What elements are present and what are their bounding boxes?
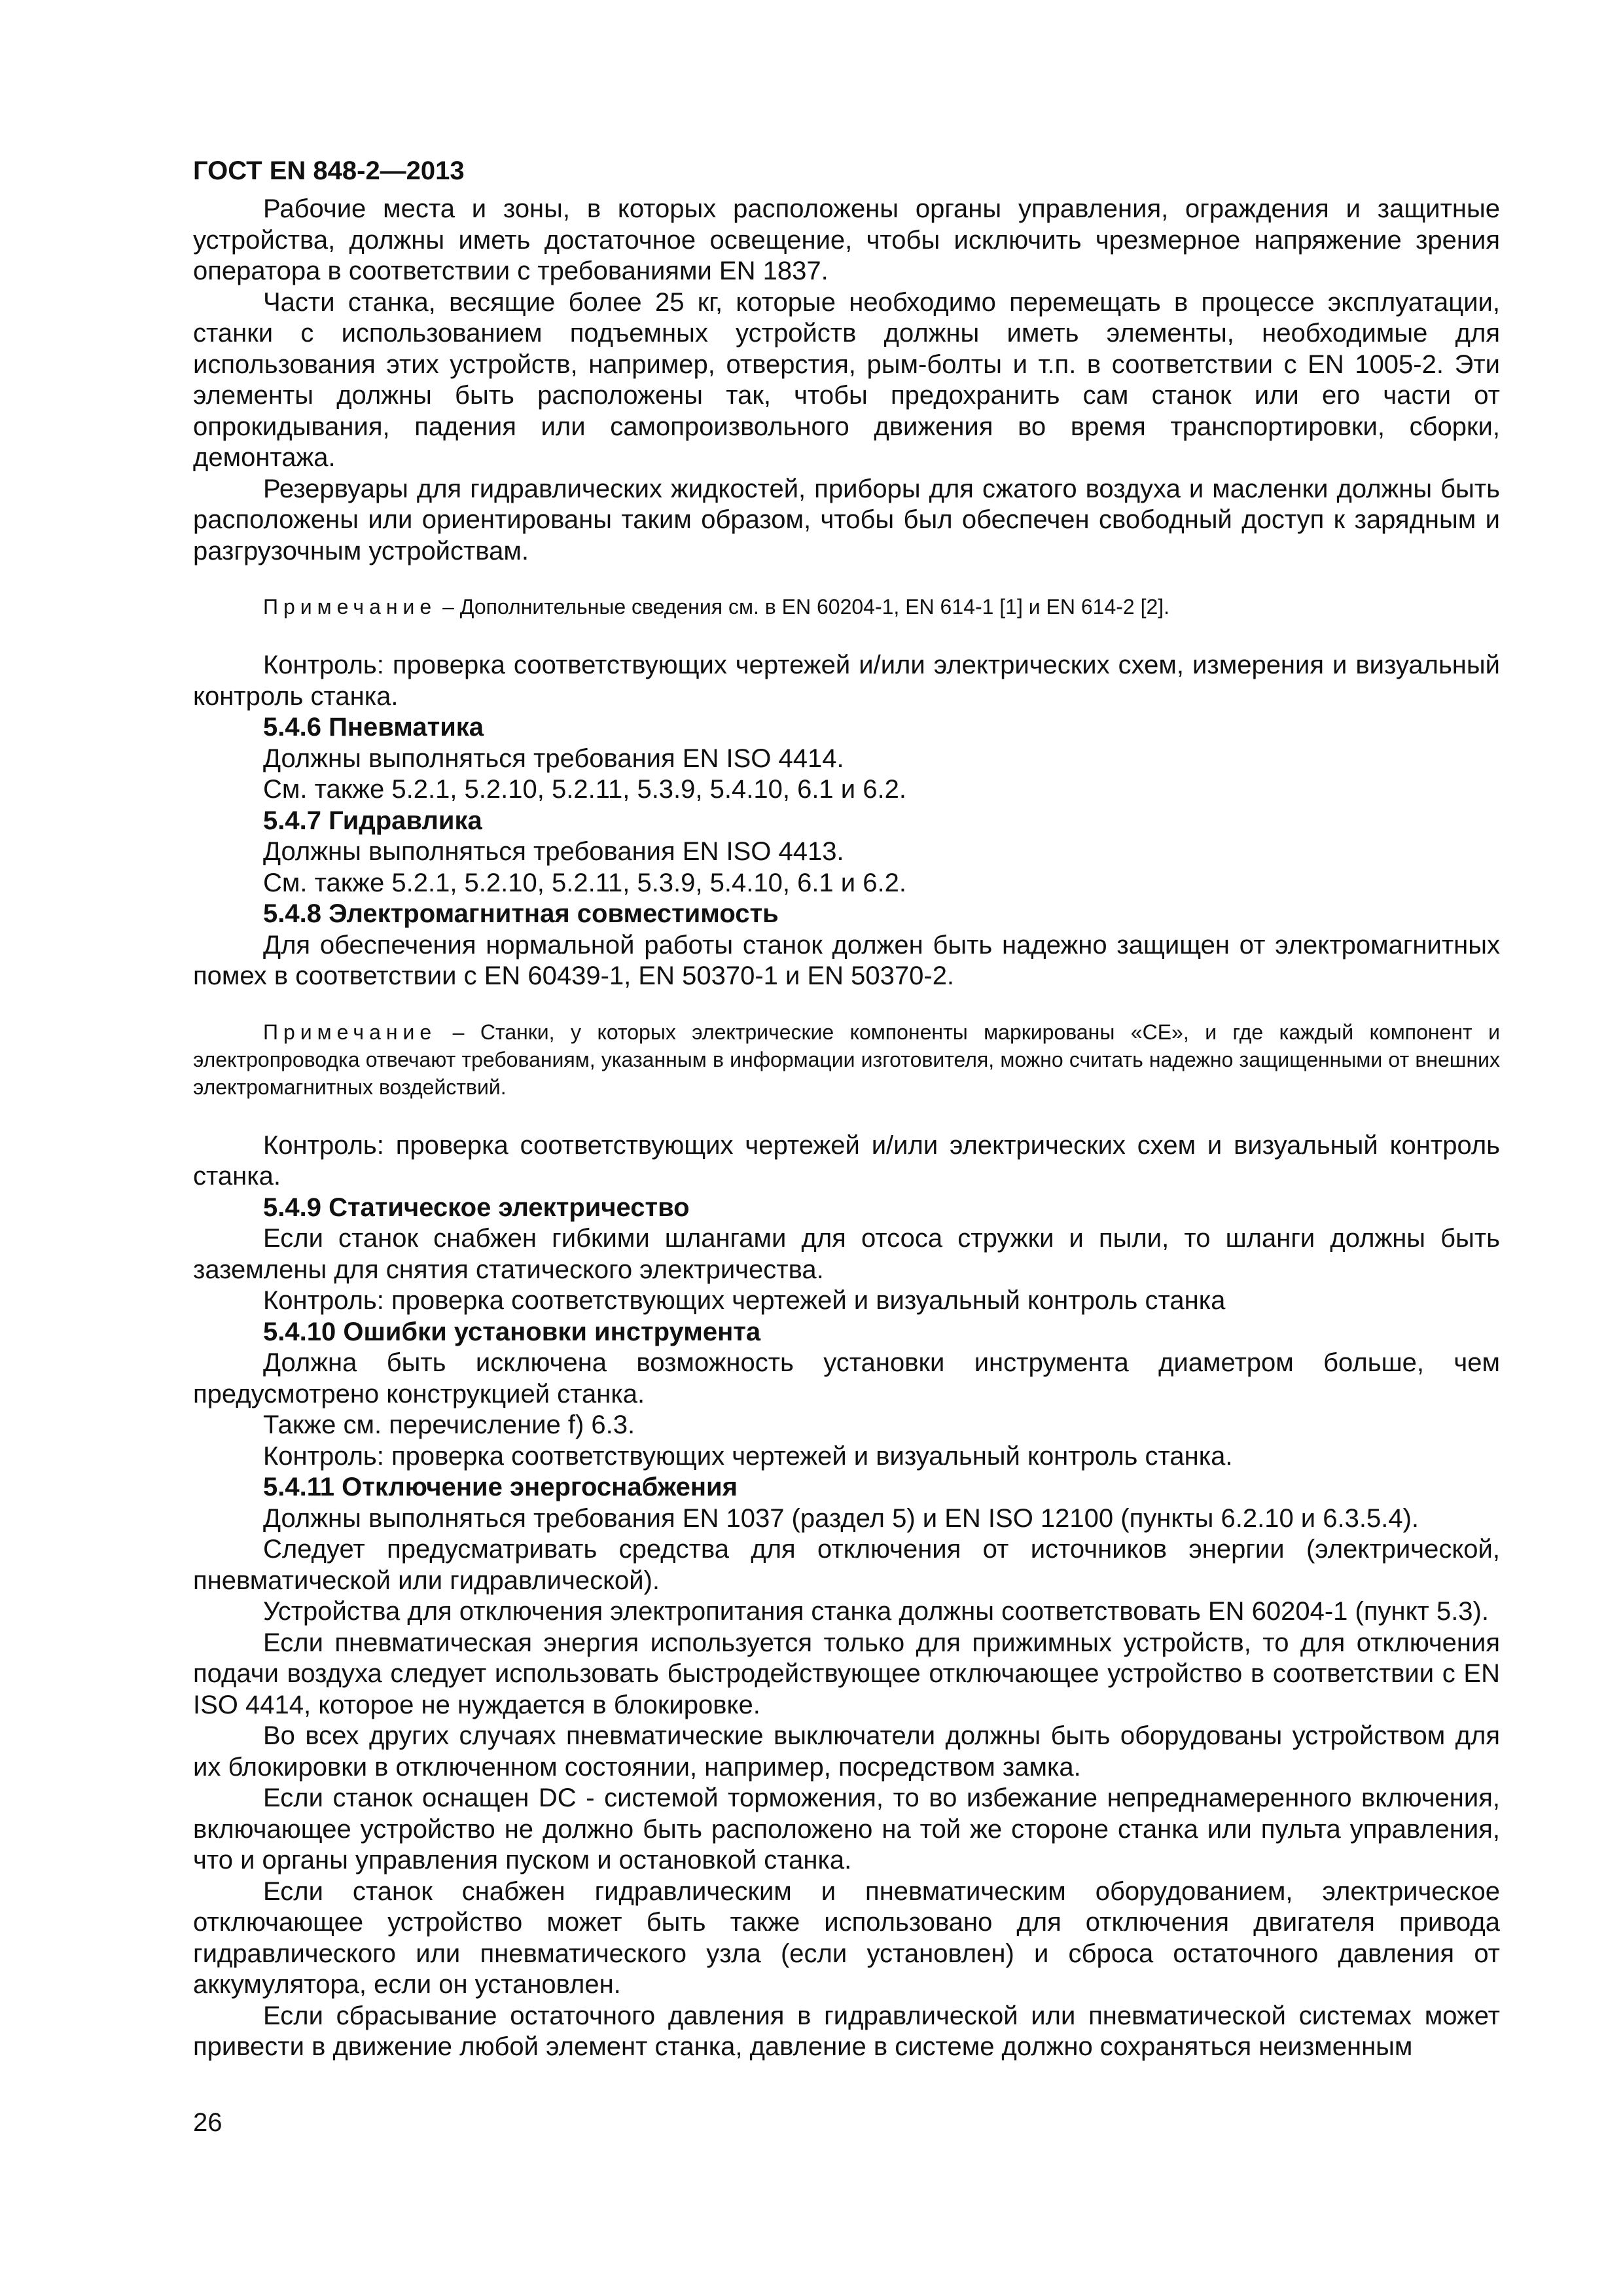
paragraph: Если станок снабжен гидравлическим и пневматическим оборудованием, электрическое отключающее устройство может быть также использовано для отключения двигателя привода гидравлического или пневматического узла (если установлен) и сброса остаточного давления от аккумулятора, если он установлен. (193, 1876, 1500, 1999)
section-heading: 5.4.6 Пневматика (263, 713, 484, 742)
section-heading: 5.4.7 Гидравлика (263, 806, 482, 835)
note-text: – Дополнительные сведения см. в EN 60204-1, EN 614-1 [1] и EN 614-2 [2]. (437, 595, 1170, 619)
paragraph: Если сбрасывание остаточного давления в гидравлической или пневматической системах может привести в движение любой элемент станка, давление в системе должно сохраняться неизменным (193, 2001, 1500, 2061)
note-label: Примечание (263, 1020, 437, 1044)
paragraph: Должна быть исключена возможность установки инструмента диаметром больше, чем предусмотрено конструкцией станка. (193, 1348, 1500, 1408)
note-label: Примечание (263, 595, 437, 619)
note-text: – Станки, у которых электрические компоненты маркированы «СЕ», и где каждый компонент и электропроводка отвечают требованиям, указанным в информации изготовителя, можно считать надежно защищенными от внешних электромагнитных воздействий. (193, 1020, 1500, 1099)
paragraph: Рабочие места и зоны, в которых расположены органы управления, ограждения и защитные устройства, должны иметь достаточное освещение, чтобы исключить чрезмерное напряжение зрения оператора в соответствии с требованиями EN 1837. (193, 194, 1500, 285)
paragraph: Должны выполняться требования EN ISO 4414. (263, 744, 844, 773)
paragraph: Для обеспечения нормальной работы станок должен быть надежно защищен от электромагнитных помех в соответствии с EN 60439-1, EN 50370-1 и EN 50370-2. (193, 930, 1500, 990)
note (193, 1018, 1500, 1101)
paragraph: См. также 5.2.1, 5.2.10, 5.2.11, 5.3.9, 5.4.10, 6.1 и 6.2. (263, 775, 906, 804)
page-number: 26 (193, 2108, 223, 2137)
paragraph: Должны выполняться требования EN ISO 4413. (263, 837, 844, 866)
paragraph: Следует предусматривать средства для отключения от источников энергии (электрической, пневматической или гидравлической). (193, 1535, 1500, 1595)
paragraph: Во всех других случаях пневматические выключатели должны быть оборудованы устройством для их блокировки в отключенном состоянии, например, посредством замка. (193, 1721, 1500, 1782)
document-body (193, 194, 1500, 2063)
paragraph: Устройства для отключения электропитания станка должны соответствовать EN 60204-1 (пункт 5.3). (263, 1597, 1489, 1626)
paragraph: Контроль: проверка соответствующих чертежей и визуальный контроль станка. (263, 1441, 1233, 1471)
document-header: ГОСТ EN 848-2—2013 (193, 156, 465, 185)
paragraph: Части станка, весящие более 25 кг, которые необходимо перемещать в процессе эксплуатации, станки с использованием подъемных устройств должны иметь элементы, необходимые для использования этих устройств, например, отверстия, рым-болты и т.п. в соответствии с EN 1005-2. Эти элементы должны быть расположены так, чтобы предохранить сам станок или его части от опрокидывания, падения или самопроизвольного движения во время транспортировки, сборки, демонтажа. (193, 287, 1500, 472)
paragraph: Также см. перечисление f) 6.3. (263, 1410, 635, 1439)
paragraph: Если станок оснащен DC - системой торможения, то во избежание непреднамеренного включения, включающее устройство не должно быть расположено на той же стороне станка или пульта управления, что и органы управления пуском и остановкой станка. (193, 1784, 1500, 1874)
section-heading: 5.4.11 Отключение энергоснабжения (263, 1473, 738, 1501)
paragraph: Должны выполняться требования EN 1037 (раздел 5) и EN ISO 12100 (пункты 6.2.10 и 6.3.5.4). (263, 1503, 1419, 1533)
paragraph: Контроль: проверка соответствующих чертежей и/или электрических схем, измерения и визуальный контроль станка. (193, 651, 1500, 711)
paragraph: Контроль: проверка соответствующих чертежей и/или электрических схем и визуальный контроль станка. (193, 1130, 1500, 1191)
section-heading: 5.4.10 Ошибки установки инструмента (263, 1317, 761, 1346)
paragraph: См. также 5.2.1, 5.2.10, 5.2.11, 5.3.9, 5.4.10, 6.1 и 6.2. (263, 868, 906, 897)
note (193, 593, 1500, 620)
paragraph: Если пневматическая энергия используется только для прижимных устройств, то для отключения подачи воздуха следует использовать быстродействующее отключающее устройство в соответствии с EN ISO 4414, которое не нуждается в блокировке. (193, 1628, 1500, 1719)
section-heading: 5.4.9 Статическое электричество (263, 1193, 690, 1222)
paragraph: Если станок снабжен гибкими шлангами для отсоса стружки и пыли, то шланги должны быть заземлены для снятия статического электричества. (193, 1224, 1500, 1284)
paragraph: Резервуары для гидравлических жидкостей, приборы для сжатого воздуха и масленки должны быть расположены или ориентированы таким образом, чтобы был обеспечен свободный доступ к зарядным и разгрузочным устройствам. (193, 474, 1500, 565)
section-heading: 5.4.8 Электромагнитная совместимость (263, 899, 779, 928)
paragraph: Контроль: проверка соответствующих чертежей и визуальный контроль станка (263, 1286, 1226, 1315)
